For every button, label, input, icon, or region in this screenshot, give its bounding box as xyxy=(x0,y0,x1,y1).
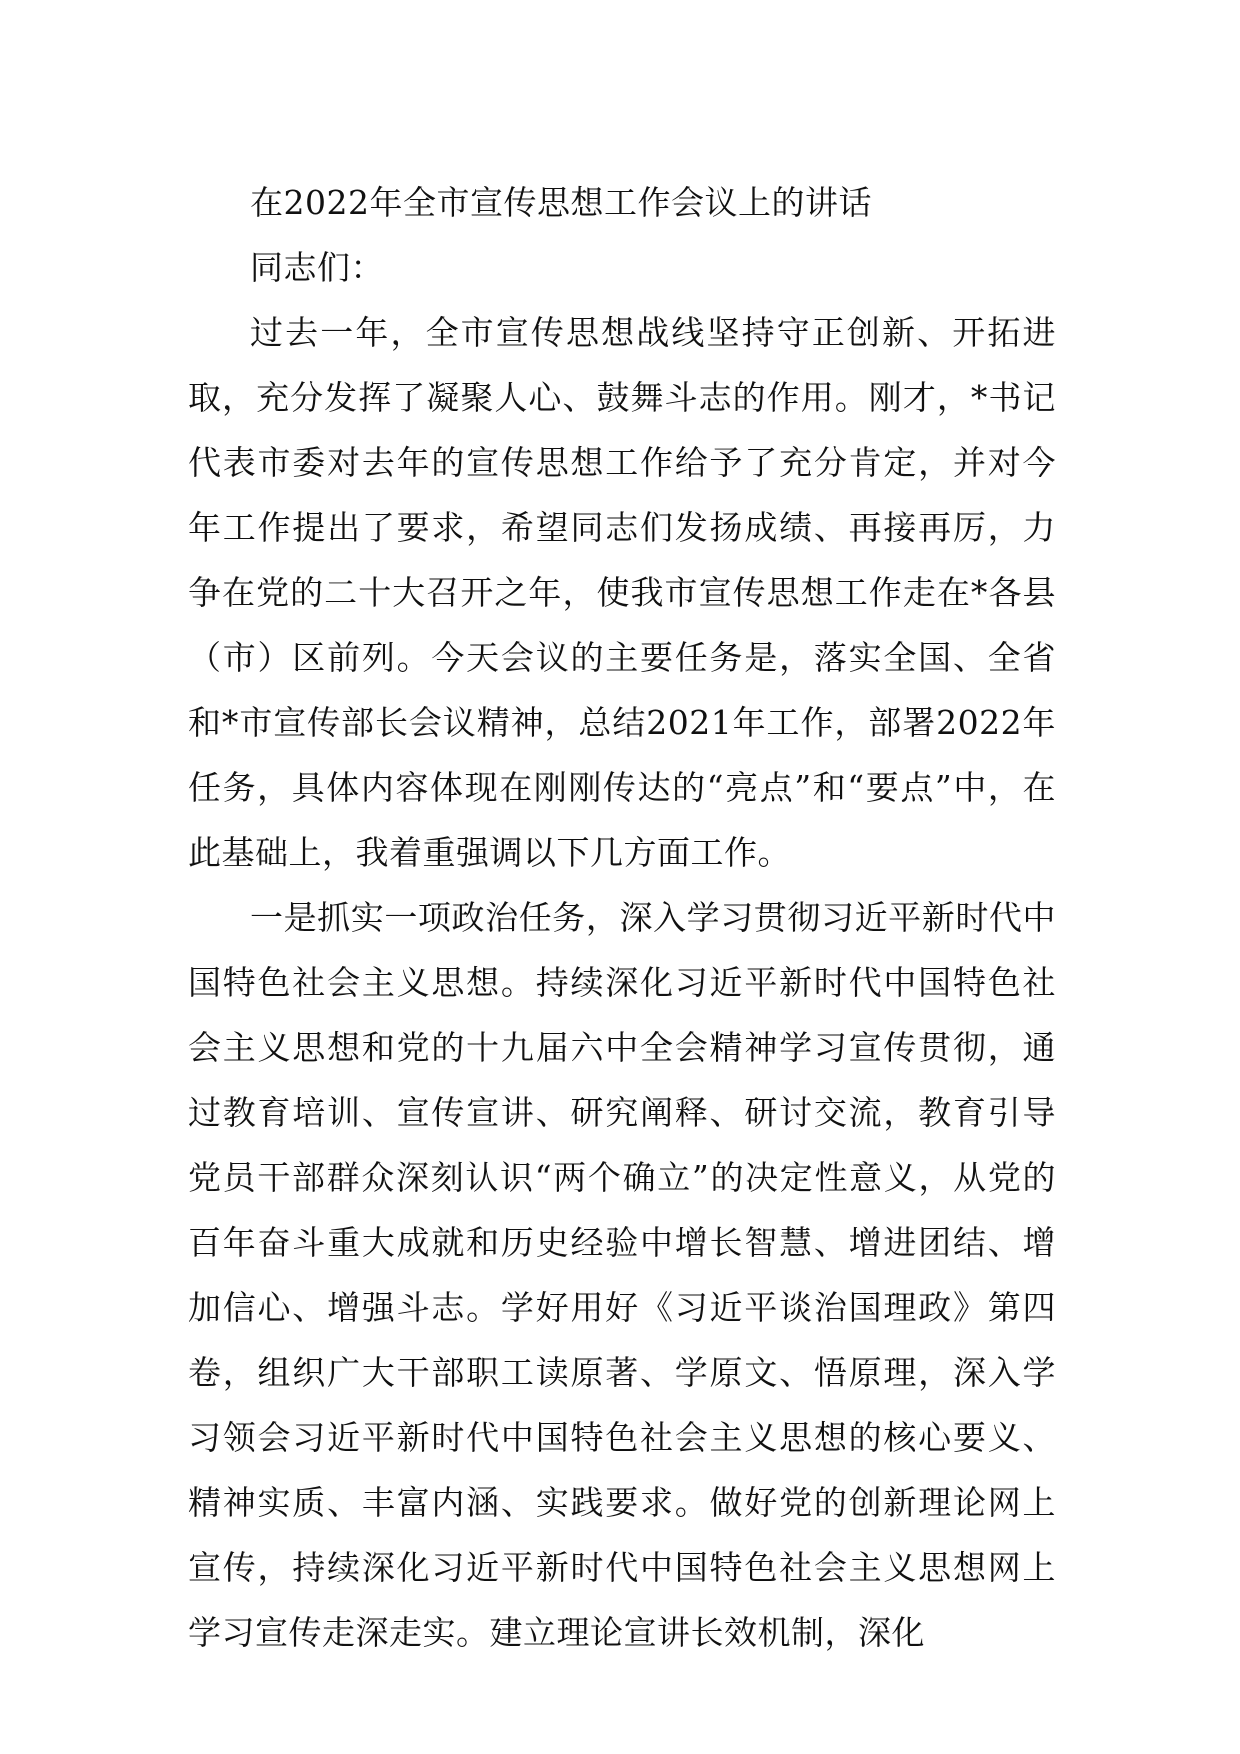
paragraph-2: 一是抓实一项政治任务，深入学习贯彻习近平新时代中国特色社会主义思想。持续深化习近平新时代中国特色社会主义思想和党的十九届六中全会精神学习宣传贯彻，通过教育培训、宣传宣讲、研究阐释、研讨交流，教育引导党员干部群众深刻认识“两个确立”的决定性意义，从党的百年奋斗重大成就和历史经验中增长智慧、增进团结、增加信心、增强斗志。学好用好《习近平谈治国理政》第四卷，组织广大干部职工读原著、学原文、悟原理，深入学习领会习近平新时代中国特色社会主义思想的核心要义、精神实质、丰富内涵、实践要求。做好党的创新理论网上宣传，持续深化习近平新时代中国特色社会主义思想网上学习宣传走深走实。建立理论宣讲长效机制，深化 xyxy=(188,898,1056,1652)
document-title: 在2022年全市宣传思想工作会议上的讲话 xyxy=(250,183,872,222)
document-body xyxy=(188,170,1056,1665)
paragraph-1: 过去一年，全市宣传思想战线坚持守正创新、开拓进取，充分发挥了凝聚人心、鼓舞斗志的作用。刚才，*书记代表市委对去年的宣传思想工作给予了充分肯定，并对今年工作提出了要求，希望同志们发扬成绩、再接再厉，力争在党的二十大召开之年，使我市宣传思想工作走在*各县（市）区前列。今天会议的主要任务是，落实全国、全省和*市宣传部长会议精神，总结2021年工作，部署2022年任务，具体内容体现在刚刚传达的“亮点”和“要点”中，在此基础上，我着重强调以下几方面工作。 xyxy=(188,313,1056,872)
greeting: 同志们： xyxy=(250,248,384,287)
